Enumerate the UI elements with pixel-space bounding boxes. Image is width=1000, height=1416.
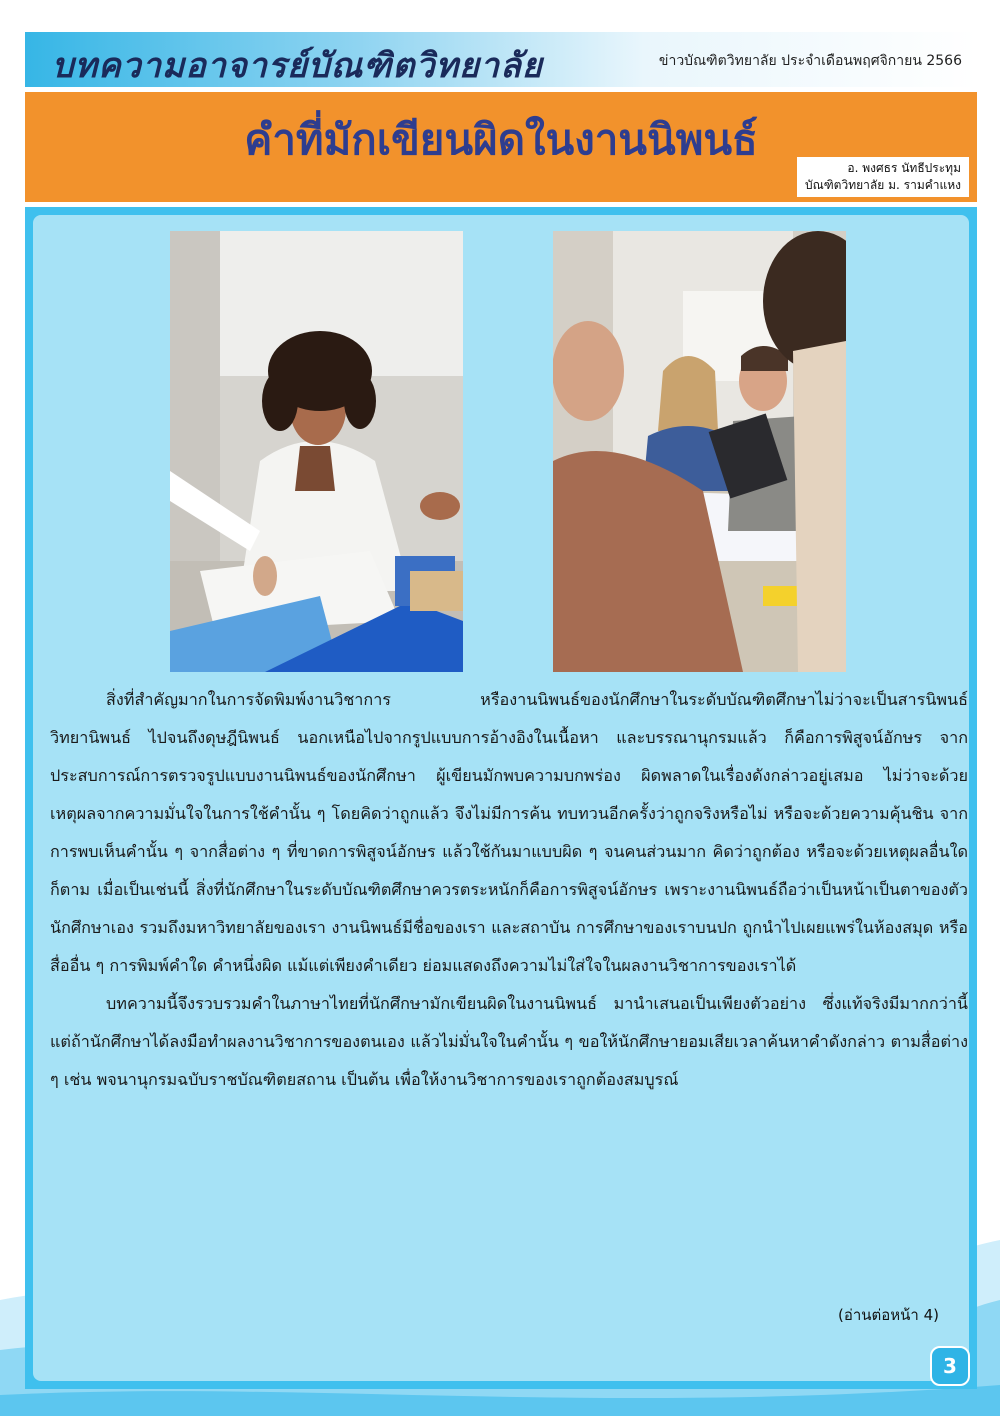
article-paragraph-2: บทความนี้จึงรวบรวมคำในภาษาไทยที่นักศึกษามักเขียนผิดในงานนิพนธ์ มานำเสนอเป็นเพียงตัวอย่าง ซึ่งแท้จริงมีมากกว่านี้ แต่ถ้านักศึกษาได้ลงมือทำผลงานวิชาการของตนเอง แล้วไม่มั่นใจในคำนั้น ๆ ขอให้นักศึกษายอมเสียเวลาค้นหาคำดังกล่าว ตามสื่อต่าง ๆ เช่น พจนานุกรมฉบับราชบัณฑิตยสถาน เป็นต้น เพื่อให้งานวิชาการของเราถูกต้องสมบูรณ์ [50,994,968,1089]
content-panel [25,207,977,1389]
photo-team-meeting [553,231,846,672]
author-name: อ. พงศธร นัทธีประทุม [847,161,961,175]
photo-woman-at-desk [170,231,463,672]
author-box [797,157,969,197]
article-body [50,681,968,1099]
page-number-badge: 3 [930,1346,970,1386]
issue-date: ข่าวบัณฑิตวิทยาลัย ประจำเดือนพฤศจิกายน 2566 [658,53,962,69]
section-title: บทความอาจารย์บัณฑิตวิทยาลัย [52,46,543,86]
title-band [25,92,977,202]
content-panel-inner [33,215,969,1381]
continue-note: (อ่านต่อหน้า 4) [837,1306,939,1324]
article-paragraph-1: สิ่งที่สำคัญมากในการจัดพิมพ์งานวิชาการ หรืองานนิพนธ์ของนักศึกษาในระดับบัณฑิตศึกษาไม่ว่าจะเป็นสารนิพนธ์ วิทยานิพนธ์ ไปจนถึงดุษฎีนิพนธ์ นอกเหนือไปจากรูปแบบการอ้างอิงในเนื้อหา และบรรณานุกรมแล้ว ก็คือการพิสูจน์อักษร จากประสบการณ์การตรวจรูปแบบงานนิพนธ์ของนักศึกษา ผู้เขียนมักพบความบกพร่อง ผิดพลาดในเรื่องดังกล่าวอยู่เสมอ ไม่ว่าจะด้วยเหตุผลจากความมั่นใจในการใช้คำนั้น ๆ โดยคิดว่าถูกแล้ว จึงไม่มีการค้น ทบทวนอีกครั้งว่าถูกจริงหรือไม่ หรือจะด้วยความคุ้นชิน จากการพบเห็นคำนั้น ๆ จากสื่อต่าง ๆ ที่ขาดการพิสูจน์อักษร แล้วใช้กันมาแบบผิด ๆ จนคนส่วนมาก คิดว่าถูกต้อง หรือจะด้วยเหตุผลอื่นใดก็ตาม เมื่อเป็นเช่นนี้ สิ่งที่นักศึกษาในระดับบัณฑิตศึกษาควรตระหนักก็คือการพิสูจน์อักษร เพราะงานนิพนธ์ถือว่าเป็นหน้าเป็นตาของตัวนักศึกษาเอง รวมถึงมหาวิทยาลัยของเรา งานนิพนธ์มีชื่อของเรา และสถาบัน การศึกษาของเราบนปก ถูกนำไปเผยแพร่ในห้องสมุด หรือสื่ออื่น ๆ การพิมพ์คำใด คำหนึ่งผิด แม้แต่เพียงคำเดียว ย่อมแสดงถึงความไม่ใส่ใจในผลงานวิชาการของเราได้ [50,690,968,975]
author-affiliation: บัณฑิตวิทยาลัย ม. รามคำแหง [804,178,961,192]
article-title: คำที่มักเขียนผิดในงานนิพนธ์ [244,115,758,164]
